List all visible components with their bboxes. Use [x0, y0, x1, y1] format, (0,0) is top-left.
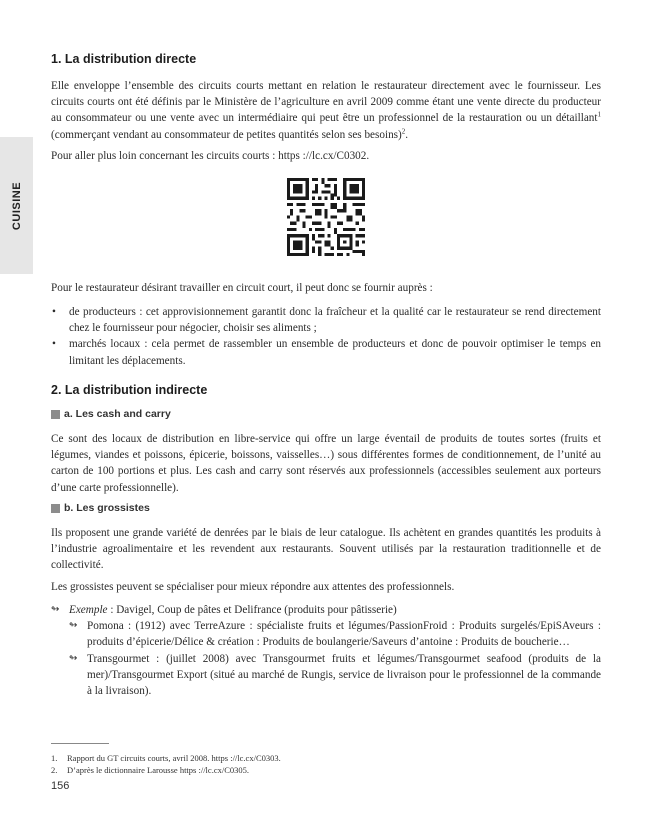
sub-b-para2-block: [51, 579, 601, 595]
qr-code-icon[interactable]: [287, 178, 365, 256]
footnote-text[interactable]: Rapport du GT circuits courts, avril 2008. https ://lc.cx/C0303.: [67, 753, 281, 763]
section2-heading-block: [51, 383, 601, 397]
sub-example-row: [51, 651, 601, 700]
page-number: 156: [51, 780, 70, 792]
sub-a-heading-text: a. Les cash and carry: [64, 408, 171, 420]
sub-b-heading-text: b. Les grossistes: [64, 502, 150, 514]
bullet-item: • de producteurs : cet approvisionnement garantit donc la fraîcheur et la qualité car le restaurateur se rend directement chez le fournisseur pour négocier, choisir ses aliments ;: [51, 304, 601, 336]
footnote-item: [51, 764, 601, 776]
bullet-list: [51, 304, 601, 369]
footnote-ref-2[interactable]: 2: [401, 126, 406, 135]
sub-b-para1: Ils proposent une grande variété de denrées par le biais de leur catalogue. Ils achètent en grandes quantités les produits à l’industrie agroalimentaire et les revendent aux restaurants. Souvent utilisés par la restauration traditionnelle et de collectivité.: [51, 527, 601, 572]
section1-para1-text-c: .: [405, 128, 409, 141]
section2-heading: 2. La distribution indirecte: [51, 383, 208, 397]
section1-heading-block: [51, 52, 601, 66]
footnote-text[interactable]: D’après le dictionnaire Larousse https ://lc.cx/C0305.: [67, 765, 249, 775]
sub-b-heading: [51, 502, 601, 514]
footnote-number: 1.: [51, 753, 58, 763]
section1-para2: Pour aller plus loin concernant les circuits courts : https ://lc.cx/C0302.: [51, 150, 370, 162]
arrow-icon: ↬: [69, 620, 78, 632]
bullet-item: • marchés locaux : cela permet de rassembler un ensemble de producteurs et donc de pouvoir optimiser le temps en limitant les déplacements.: [51, 336, 601, 368]
footnote-number: 2.: [51, 765, 58, 775]
arrow-icon: ↬: [51, 604, 60, 615]
footnote-ref-1[interactable]: 1: [597, 110, 601, 119]
section1-bullets-block: [51, 304, 601, 369]
example-row: [51, 602, 601, 618]
section1-para3-block: [51, 280, 601, 296]
sub-b-para2: Les grossistes peuvent se spécialiser pour mieux répondre aux attentes des professionnels.: [51, 581, 455, 593]
heading-square-icon: [51, 410, 60, 419]
footnote-item: [51, 752, 601, 764]
sub-a-para: Ce sont des locaux de distribution en libre-service qui offre un large éventail de produits de toutes sortes (fruits et légumes, viandes et poissons, épicerie, boissons, vaisselles…) sous différentes formes de conditionnement, de l’unité au carton de 100 portions et plus. Les cash and carry sont réservés aux professionnels (accessibles seulement aux porteurs d’une carte professionnelle).: [51, 433, 601, 494]
side-tab: [0, 137, 33, 274]
section1-para1: [51, 78, 601, 143]
footnotes: [51, 752, 601, 776]
sub-b-para1-block: [51, 525, 601, 574]
footnote-divider: [51, 743, 109, 744]
section1-para1-text-a: Elle enveloppe l’ensemble des circuits courts mettant en relation le restaurateur directement avec le fournisseur. Les circuits courts ont été définis par le Ministère de l’agriculture en avril 2009 comme étant une vente directe du producteur au consommateur ou une vente avec un intermédiaire qui peut être un professionnel de la restauration ou un détaillant: [51, 80, 601, 125]
section1-para1-text-b: (commerçant vendant au consommateur de petites quantités selon ses besoins): [51, 128, 402, 141]
section1-para3: Pour le restaurateur désirant travailler en circuit court, il peut donc se fournir auprès :: [51, 282, 433, 294]
section1-heading: 1. La distribution directe: [51, 52, 197, 66]
side-tab-label: CUISINE: [10, 181, 23, 230]
sub-a-heading-block: [51, 408, 601, 420]
example-text: : Davigel, Coup de pâtes et Delifrance (produits pour pâtisserie): [107, 604, 397, 616]
sub-b-heading-block: [51, 502, 601, 514]
heading-square-icon: [51, 504, 60, 513]
sub-example-text: Transgourmet : (juillet 2008) avec Transgourmet fruits et légumes/Transgourmet seafood (produits de la mer)/Transgourmet Export (situé au marché de Rungis, service de livraison pour le professionnel de la commande à la livraison).: [87, 652, 601, 698]
section1-para1-block: [51, 78, 601, 143]
sub-a-heading: [51, 408, 601, 420]
sub-example-row: [51, 618, 601, 650]
examples-block: [51, 602, 601, 699]
example-label: Exemple: [69, 604, 108, 616]
arrow-icon: ↬: [69, 652, 78, 664]
sub-a-para-block: [51, 431, 601, 496]
sub-example-text: Pomona : (1912) avec TerreAzure : spécialiste fruits et légumes/PassionFroid : Produits surgelés/EpiSAveurs : produits d’épicerie/Délice & création : Produits de boulangerie/Saveurs d’antoine : Produits de boucherie…: [87, 620, 601, 649]
section1-para2-block: [51, 148, 601, 164]
